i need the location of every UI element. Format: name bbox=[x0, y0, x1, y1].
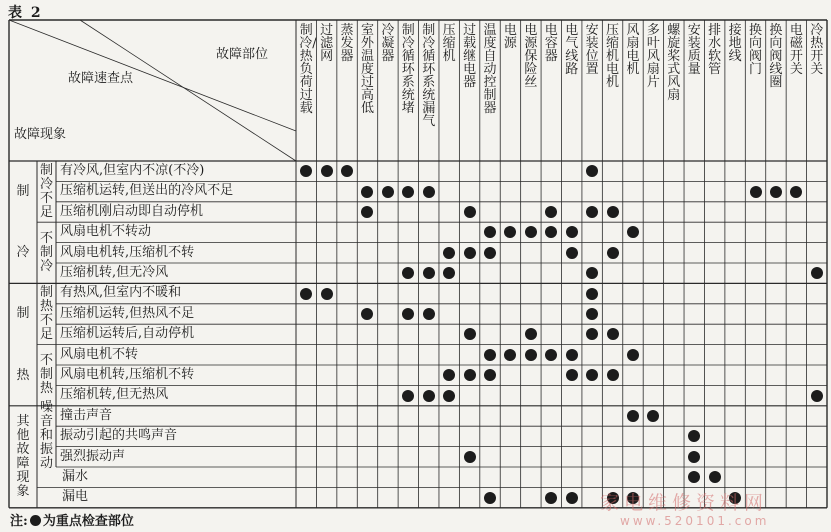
column-header bbox=[745, 24, 765, 76]
check-point-dot bbox=[566, 247, 578, 259]
check-point-dot bbox=[811, 267, 823, 279]
symptom-text: 有冷风,但室内不凉(不冷) bbox=[60, 163, 205, 178]
column-header-text: 室外温度过高低 bbox=[360, 23, 374, 116]
check-point-dot bbox=[811, 390, 823, 402]
check-point-dot bbox=[688, 451, 700, 463]
subgroup-label bbox=[38, 286, 56, 342]
symptom-text: 压缩机转,但无冷风 bbox=[60, 265, 169, 280]
note-text: 为重点检查部位 bbox=[42, 514, 134, 529]
column-header-text: 安装质量 bbox=[687, 23, 701, 77]
column-header-text: 换向阀门 bbox=[748, 23, 762, 77]
column-header bbox=[766, 24, 786, 89]
watermark-url: www.520101.com bbox=[620, 514, 770, 528]
subgroup-label bbox=[38, 401, 56, 471]
column-header-text: 制冷循环系统漏气 bbox=[422, 23, 436, 129]
group-label bbox=[10, 283, 36, 405]
group-label-text: 其他故障现象 bbox=[16, 413, 30, 499]
column-header-text: 压缩机 bbox=[442, 23, 456, 64]
column-header-text: 蒸发器 bbox=[340, 23, 354, 64]
column-header bbox=[664, 24, 684, 102]
check-point-dot bbox=[607, 328, 619, 340]
symptom-text: 压缩机运转,但送出的冷风不足 bbox=[60, 183, 234, 199]
symptom-text: 压缩机转,但无热风 bbox=[60, 387, 169, 403]
check-point-dot bbox=[566, 369, 578, 381]
check-point-dot bbox=[484, 492, 496, 504]
check-point-dot bbox=[545, 349, 557, 361]
table-note bbox=[10, 510, 134, 529]
note-prefix: 注: bbox=[10, 514, 28, 529]
check-point-dot bbox=[770, 186, 782, 198]
check-point-dot bbox=[464, 328, 476, 340]
column-header-text: 接地线 bbox=[728, 23, 742, 64]
header-part-label: 故障部位 bbox=[216, 47, 269, 62]
watermark-text: 家电维修资料网 bbox=[600, 492, 769, 514]
check-point-dot bbox=[443, 247, 455, 259]
check-point-dot bbox=[423, 267, 435, 279]
header-diagonal bbox=[80, 20, 296, 161]
symptom-text: 压缩机刚启动即自动停机 bbox=[60, 203, 204, 219]
check-point-dot bbox=[464, 206, 476, 218]
column-header-text: 电气线路 bbox=[565, 23, 579, 77]
check-point-dot bbox=[607, 247, 619, 259]
column-header bbox=[562, 24, 582, 76]
column-header-text: 制冷循环系统堵 bbox=[401, 23, 415, 116]
check-point-dot bbox=[423, 308, 435, 320]
column-header-text: 螺旋桨式风扇 bbox=[667, 23, 681, 103]
symptom-text: 有热风,但室内不暖和 bbox=[60, 285, 182, 301]
column-header bbox=[378, 24, 398, 63]
column-header-text: 排水软管 bbox=[708, 23, 722, 77]
column-header bbox=[807, 24, 827, 76]
check-point-dot bbox=[607, 369, 619, 381]
subgroup-label-text: 噪音和振动 bbox=[39, 400, 53, 472]
column-header bbox=[439, 24, 459, 63]
symptom-text: 振动引起的共鸣声音 bbox=[60, 428, 178, 444]
column-header bbox=[419, 24, 439, 128]
header-diagonal bbox=[9, 20, 296, 131]
check-point-dot bbox=[709, 471, 721, 483]
check-point-dot bbox=[750, 186, 762, 198]
check-point-dot bbox=[566, 349, 578, 361]
subgroup-label-text: 不制冷 bbox=[39, 230, 53, 274]
symptom-text: 漏电 bbox=[62, 489, 89, 505]
check-point-dot bbox=[321, 165, 333, 177]
check-point-dot bbox=[464, 369, 476, 381]
check-point-dot bbox=[627, 349, 639, 361]
column-header-text: 电源保险丝 bbox=[524, 23, 538, 90]
subgroup-label bbox=[38, 164, 56, 220]
column-header-text: 多叶风扇片 bbox=[646, 23, 660, 90]
column-header-text: 换向阀线圈 bbox=[769, 23, 783, 90]
check-point-dot bbox=[402, 186, 414, 198]
check-point-dot bbox=[382, 186, 394, 198]
column-header-text: 制冷/热负荷过载 bbox=[299, 23, 317, 116]
symptom-text: 强烈振动声 bbox=[60, 448, 126, 464]
check-point-dot bbox=[566, 492, 578, 504]
column-header bbox=[500, 24, 520, 50]
symptom-text: 压缩机运转后,自动停机 bbox=[60, 326, 195, 342]
column-header bbox=[480, 24, 500, 115]
group-label-text: 制热 bbox=[16, 306, 30, 383]
column-header bbox=[459, 24, 479, 89]
check-point-dot bbox=[484, 247, 496, 259]
subgroup-label bbox=[38, 354, 56, 396]
symptom-text: 漏水 bbox=[62, 469, 89, 484]
column-header-text: 电容器 bbox=[544, 23, 558, 64]
column-header-text: 冷热开关 bbox=[810, 23, 824, 77]
symptom-text: 压缩机运转,但热风不足 bbox=[60, 305, 195, 321]
column-header-text: 过滤网 bbox=[320, 23, 334, 64]
column-header bbox=[643, 24, 663, 89]
column-header bbox=[398, 24, 418, 115]
column-header bbox=[296, 24, 316, 115]
column-header bbox=[582, 24, 602, 76]
column-header-text: 压缩机电机 bbox=[606, 23, 620, 90]
table-title: 表 2 bbox=[8, 5, 43, 21]
subgroup-label-text: 制热不足 bbox=[39, 285, 53, 342]
column-header bbox=[316, 24, 336, 63]
column-header bbox=[521, 24, 541, 89]
check-point-dot bbox=[484, 349, 496, 361]
group-label bbox=[10, 161, 36, 283]
column-header bbox=[623, 24, 643, 76]
check-point-dot bbox=[464, 451, 476, 463]
check-point-dot bbox=[361, 186, 373, 198]
subgroup-label-text: 制冷不足 bbox=[39, 162, 53, 220]
symptom-text: 风扇电机转,压缩机不转 bbox=[60, 367, 195, 382]
header-check-label: 故障速查点 bbox=[68, 71, 134, 86]
check-point-dot bbox=[586, 288, 598, 300]
check-point-dot bbox=[525, 349, 537, 361]
symptom-text: 风扇电机不转动 bbox=[60, 224, 152, 240]
check-point-dot bbox=[627, 410, 639, 422]
check-point-dot bbox=[443, 390, 455, 402]
check-point-dot bbox=[790, 186, 802, 198]
symptom-text: 风扇电机转,压缩机不转 bbox=[60, 244, 195, 260]
header-symptom-label: 故障现象 bbox=[14, 127, 67, 142]
check-point-dot bbox=[423, 186, 435, 198]
subgroup-label bbox=[38, 232, 56, 274]
column-header bbox=[704, 24, 724, 76]
check-point-dot bbox=[402, 390, 414, 402]
column-header-text: 电源 bbox=[503, 23, 517, 51]
column-header bbox=[541, 24, 561, 63]
check-point-dot bbox=[545, 492, 557, 504]
dot-legend-icon bbox=[30, 515, 41, 526]
column-header-text: 冷凝器 bbox=[381, 23, 395, 64]
group-label-text: 制冷 bbox=[16, 184, 30, 261]
column-header-text: 过载继电器 bbox=[463, 23, 477, 90]
symptom-text: 撞击声音 bbox=[60, 407, 113, 423]
column-header-text: 风扇电机 bbox=[626, 23, 640, 77]
column-header bbox=[725, 24, 745, 63]
group-label bbox=[10, 415, 36, 499]
check-point-dot bbox=[423, 390, 435, 402]
column-header bbox=[357, 24, 377, 115]
column-header-text: 温度自动控制器 bbox=[483, 23, 497, 116]
check-point-dot bbox=[300, 288, 312, 300]
subgroup-label-text: 不制热 bbox=[39, 353, 53, 397]
column-header-text: 电磁开关 bbox=[789, 23, 803, 77]
column-header bbox=[602, 24, 622, 89]
check-point-dot bbox=[464, 247, 476, 259]
check-point-dot bbox=[607, 206, 619, 218]
column-header bbox=[786, 24, 806, 76]
symptom-text: 风扇电机不转 bbox=[60, 346, 139, 362]
column-header-text: 安装位置 bbox=[585, 23, 599, 77]
check-point-dot bbox=[321, 288, 333, 300]
column-header bbox=[684, 24, 704, 76]
column-header bbox=[337, 24, 357, 63]
